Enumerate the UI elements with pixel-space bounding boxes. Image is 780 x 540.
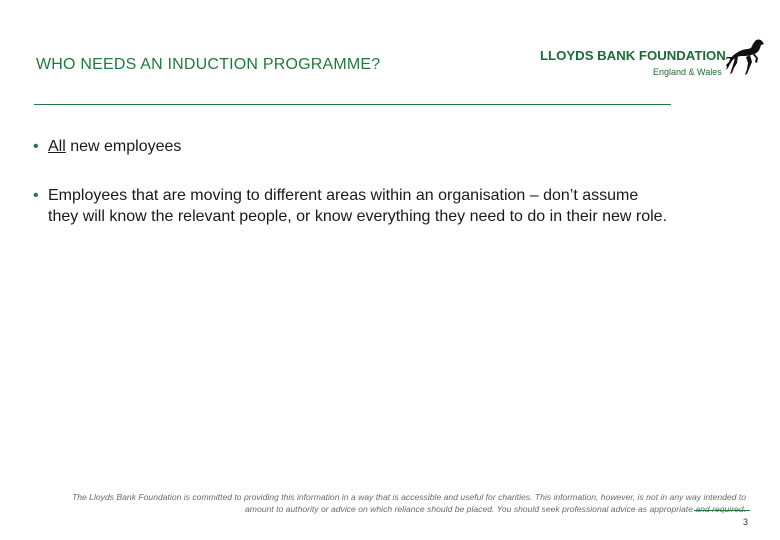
bullet-list: [30, 136, 670, 255]
black-horse-icon: [724, 38, 766, 78]
page-number: 3: [742, 517, 748, 527]
bullet-text: Employees that are moving to different areas within an organisation – don’t assume they will know the relevant people, or know everything they need to do in their new role.: [48, 187, 668, 225]
bullet-dot-icon: •: [33, 138, 39, 155]
slide-title: WHO NEEDS AN INDUCTION PROGRAMME?: [36, 56, 381, 73]
bullet-emphasis: All: [48, 138, 66, 155]
logo: [540, 44, 770, 80]
footer-disclaimer: [28, 491, 746, 515]
logo-name: LLOYDS BANK FOUNDATION: [540, 48, 726, 63]
footer-divider: [694, 510, 750, 511]
logo-region: England & Wales: [653, 67, 722, 77]
bullet-text: new employees: [65, 138, 182, 155]
bullet-item-moving-employees: [30, 185, 670, 227]
bullet-dot-icon: •: [33, 187, 39, 204]
title-divider: [34, 104, 671, 105]
disclaimer-line-1: The Lloyds Bank Foundation is committed to providing this information in a way that is accessible and useful for charities. This information, however, is not in any way intended to: [71, 492, 746, 502]
disclaimer-line-2: amount to authority or advice on which reliance should be placed. You should seek professional advice as appropriate and required.: [245, 504, 746, 514]
bullet-item-new-employees: [30, 136, 670, 157]
